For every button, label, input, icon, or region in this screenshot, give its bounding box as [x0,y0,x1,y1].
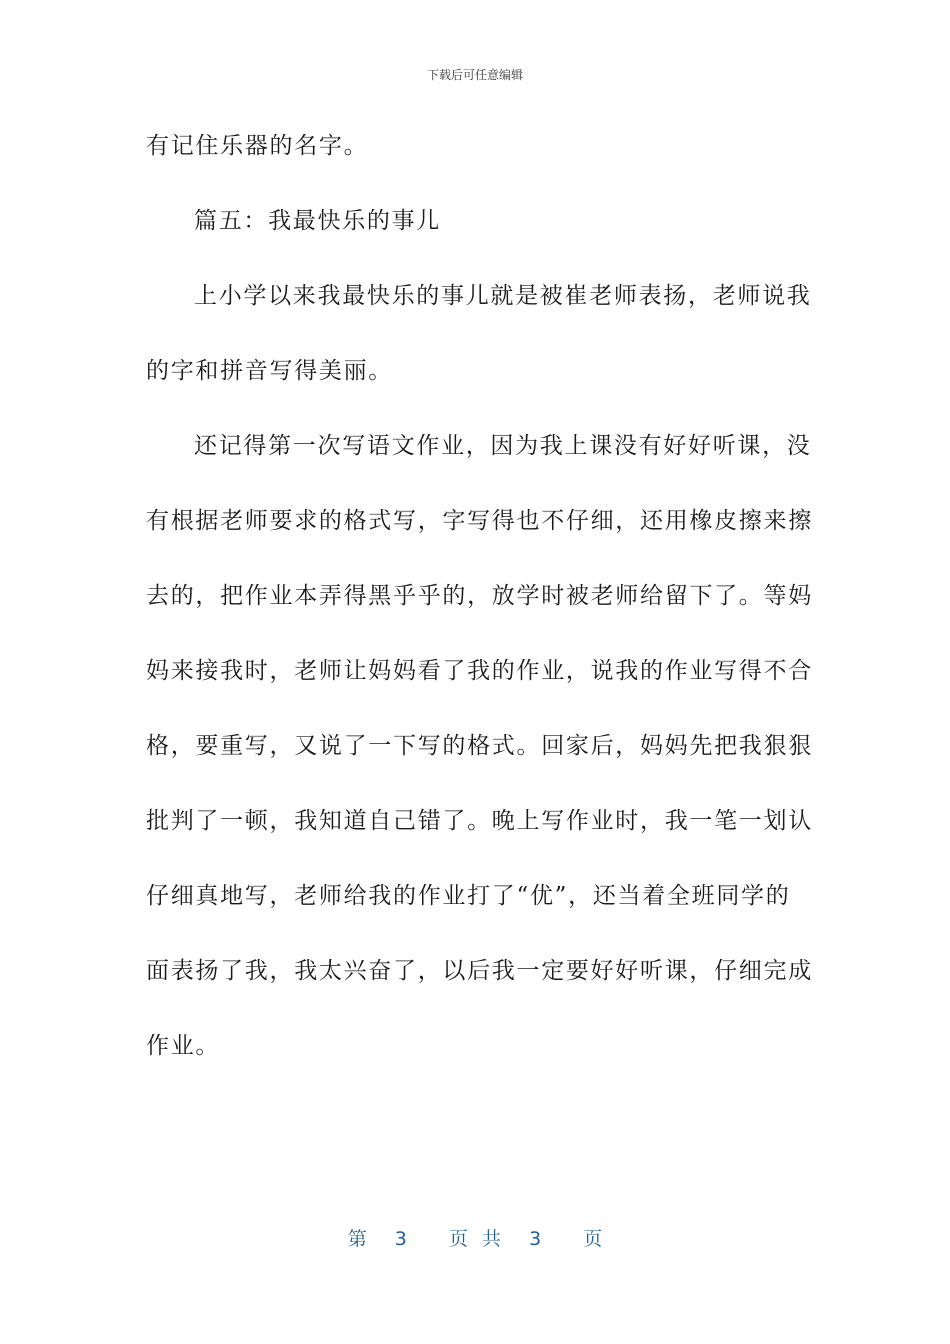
text-line: 仔细真地写，老师给我的作业打了“优”，还当着全班同学的 [146,883,791,909]
text-line: 妈来接我时，老师让妈妈看了我的作业，说我的作业写得不合 [146,658,813,684]
section-heading: 篇五：我最快乐的事儿 [194,208,441,234]
text-line: 有根据老师要求的格式写，字写得也不仔细，还用橡皮擦来擦 [146,508,813,534]
document-body [146,120,813,1095]
text-line: 去的，把作业本弄得黑乎乎的，放学时被老师给留下了。等妈 [146,583,813,609]
text-line: 批判了一顿，我知道自己错了。晚上写作业时，我一笔一划认 [146,808,813,834]
text-line: 的字和拼音写得美丽。 [146,358,393,384]
page-header: 下载后可任意编辑 [426,68,523,82]
text-line: 作业。 [146,1033,221,1059]
page-number-footer: 第 3 页 共 3 页 [347,1228,603,1250]
text-line: 有记住乐器的名字。 [146,133,369,159]
text-line: 还记得第一次写语文作业，因为我上课没有好好听课，没 [194,433,812,459]
text-line: 上小学以来我最快乐的事儿就是被崔老师表扬，老师说我 [194,283,812,309]
text-line: 格，要重写，又说了一下写的格式。回家后，妈妈先把我狠狠 [146,733,813,759]
text-line: 面表扬了我，我太兴奋了，以后我一定要好好听课，仔细完成 [146,958,813,984]
